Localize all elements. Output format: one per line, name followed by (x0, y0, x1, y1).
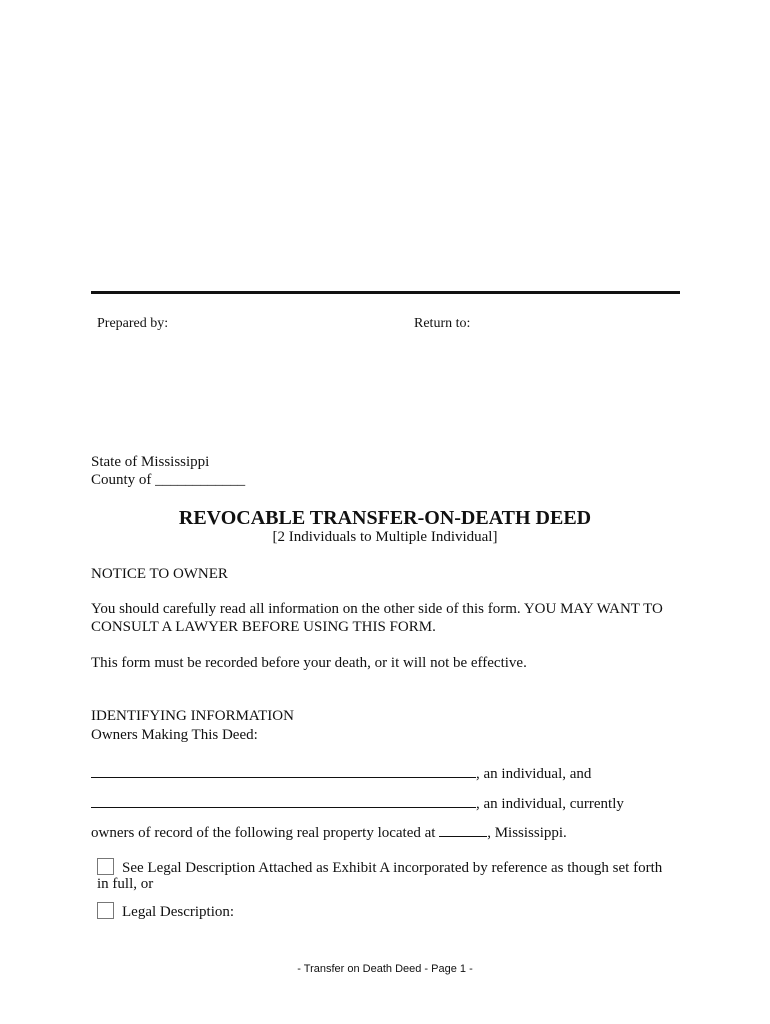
owners-label: Owners Making This Deed: (91, 727, 258, 743)
return-to-label: Return to: (414, 316, 471, 331)
exhibit-option-text: See Legal Description Attached as Exhibit A incorporated by reference as though set forth (122, 860, 663, 876)
legal-description-checkbox[interactable] (97, 902, 114, 919)
document-title: REVOCABLE TRANSFER-ON-DEATH DEED (178, 507, 592, 529)
property-location-line (91, 821, 567, 842)
document-subtitle: [2 Individuals to Multiple Individual] (272, 529, 498, 545)
owner-1-suffix: , an individual, and (476, 766, 592, 782)
property-location-prefix: owners of record of the following real property located at (91, 825, 436, 841)
owner-1-name-field[interactable] (91, 762, 476, 778)
legal-description-option (97, 902, 234, 921)
county-label: County of ____________ (91, 472, 246, 488)
identifying-heading: IDENTIFYING INFORMATION (91, 708, 294, 724)
exhibit-checkbox[interactable] (97, 858, 114, 875)
page-footer: - Transfer on Death Deed - Page 1 - (297, 963, 473, 975)
property-county-field[interactable] (439, 821, 487, 837)
notice-text-line-1: You should carefully read all information on the other side of this form. YOU MAY WANT TO (91, 601, 663, 617)
header-divider (91, 291, 680, 294)
owner-2-suffix: , an individual, currently (476, 796, 624, 812)
notice-text-line-2: CONSULT A LAWYER BEFORE USING THIS FORM. (91, 619, 436, 635)
exhibit-option-line-1 (97, 858, 662, 877)
legal-description-label: Legal Description: (122, 904, 235, 920)
owner-2-line (91, 792, 624, 813)
state-label: State of Mississippi (91, 454, 210, 470)
notice-heading: NOTICE TO OWNER (91, 566, 228, 582)
prepared-by-label: Prepared by: (97, 316, 169, 331)
property-location-suffix: , Mississippi. (487, 825, 567, 841)
owner-1-line (91, 762, 591, 783)
exhibit-option-line-2: in full, or (97, 876, 154, 892)
owner-2-name-field[interactable] (91, 792, 476, 808)
notice-recording-text: This form must be recorded before your death, or it will not be effective. (91, 655, 527, 671)
